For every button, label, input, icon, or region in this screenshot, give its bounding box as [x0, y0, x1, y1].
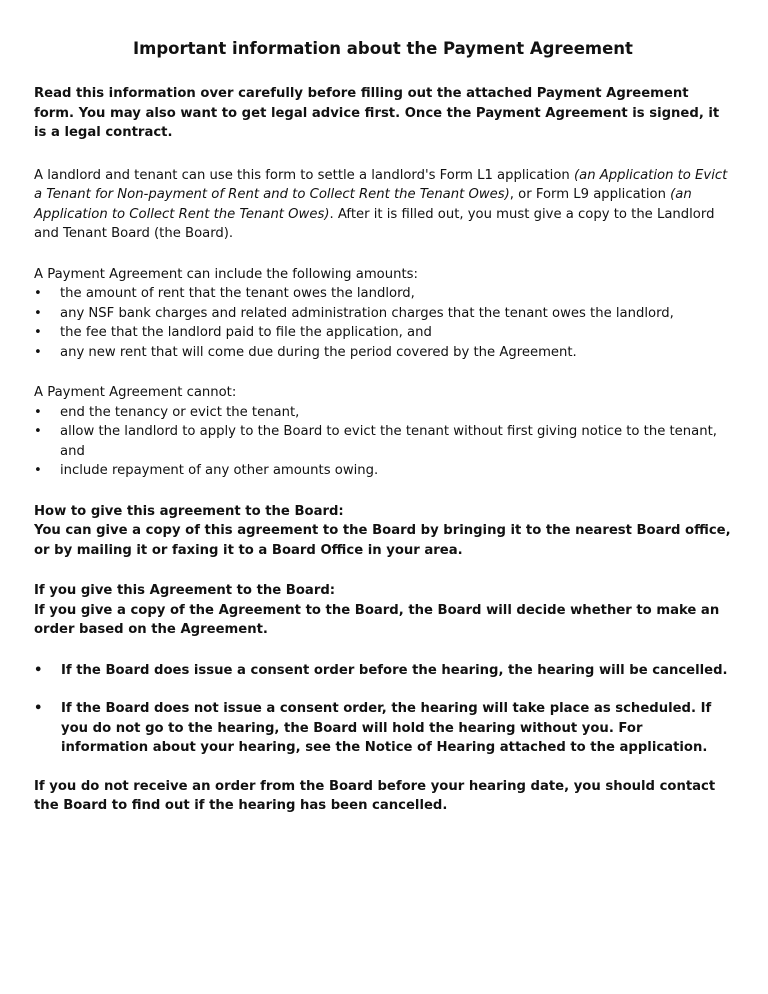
form-usage-text-a: A landlord and tenant can use this form to settle a landlord's Form L1 application	[34, 167, 574, 183]
form-usage-paragraph	[34, 166, 732, 244]
form-l9-description: (an Application to Collect Rent the Tenant Owes)	[34, 187, 692, 222]
form-usage-text-e: . After it is filled out, you must give a copy to the Landlord and Tenant Board (the Board).	[34, 206, 715, 241]
can-include-heading: A Payment Agreement can include the following amounts:	[34, 266, 418, 282]
outcome-list	[34, 661, 732, 758]
cannot-list	[34, 403, 732, 481]
list-item: • the amount of rent that the tenant owes the landlord,	[34, 284, 732, 304]
if-give-section	[34, 581, 732, 640]
cannot-section	[34, 383, 732, 481]
list-item: • include repayment of any other amounts owing.	[34, 461, 732, 481]
how-to-give-section	[34, 502, 732, 561]
cannot-heading: A Payment Agreement cannot:	[34, 385, 237, 400]
can-include-section	[34, 265, 732, 363]
closing-paragraph: If you do not receive an order from the Board before your hearing date, you should contact the Board to find out if the hearing has been cancelled.	[34, 778, 716, 813]
can-include-list	[34, 284, 732, 362]
how-to-give-text: You can give a copy of this agreement to the Board by bringing it to the nearest Board office, or by mailing it or faxing it to a Board Office in your area.	[34, 523, 731, 558]
if-give-text: If you give a copy of the Agreement to the Board, the Board will decide whether to make an order based on the Agreement.	[34, 602, 720, 637]
list-item: • the fee that the landlord paid to file the application, and	[34, 323, 732, 343]
how-to-give-heading: How to give this agreement to the Board:	[34, 503, 344, 519]
list-item: • allow the landlord to apply to the Board to evict the tenant without first giving notice to the tenant, and	[34, 422, 732, 461]
list-item: • end the tenancy or evict the tenant,	[34, 403, 732, 423]
list-item: • If the Board does not issue a consent order, the hearing will take place as scheduled. If you do not go to the hearing, the Board will hold the hearing without you. For information about your hearing, see the Notice of Hearing attached to the application.	[34, 699, 732, 758]
if-give-heading: If you give this Agreement to the Board:	[34, 583, 336, 598]
intro-paragraph: Read this information over carefully before filling out the attached Payment Agreement form. You may also want to get legal advice first. Once the Payment Agreement is signed, it is a legal contract.	[34, 86, 720, 140]
form-l1-description: (an Application to Evict a Tenant for Non-payment of Rent and to Collect Rent the Tenant Owes)	[34, 167, 728, 202]
page-title: Important information about the Payment Agreement	[133, 39, 633, 58]
list-item: • any new rent that will come due during the period covered by the Agreement.	[34, 343, 732, 363]
list-item: • If the Board does issue a consent order before the hearing, the hearing will be cancelled.	[34, 661, 732, 681]
form-usage-text-c: , or Form L9 application	[509, 187, 671, 202]
list-item: • any NSF bank charges and related administration charges that the tenant owes the landlord,	[34, 304, 732, 324]
